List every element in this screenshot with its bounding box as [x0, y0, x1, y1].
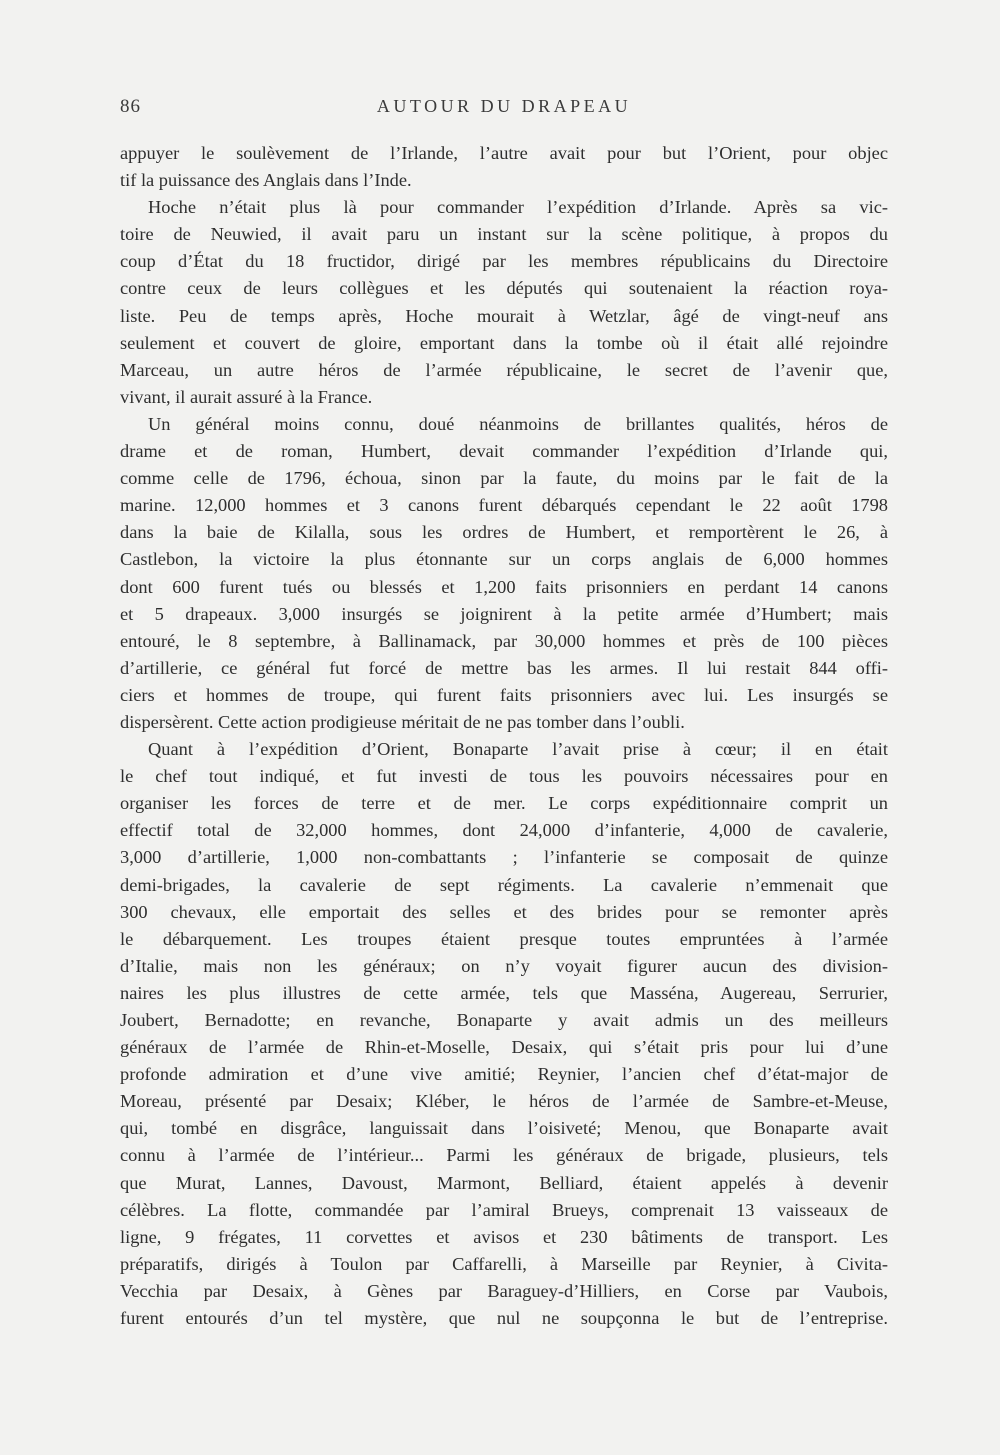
text-line: entouré, le 8 septembre, à Ballinamack, par 30,000 hommes et près de 100 pièces: [120, 630, 888, 651]
text-line: drame et de roman, Humbert, devait commander l’expédition d’Irlande qui,: [120, 441, 888, 462]
text-line: marine. 12,000 hommes et 3 canons furent débarqués cependant le 22 août 1798: [120, 495, 888, 516]
text-line: Joubert, Bernadotte; en revanche, Bonaparte y avait admis un des meilleurs: [120, 1010, 888, 1030]
text-line: demi-brigades, la cavalerie de sept régiments. La cavalerie n’emmenait que: [120, 874, 888, 895]
text-line: Quant à l’expédition d’Orient, Bonaparte l’avait prise à cœur; il en était: [148, 739, 888, 760]
text-line: connu à l’armée de l’intérieur... Parmi les généraux de brigade, plusieurs, tels: [120, 1145, 888, 1166]
text-line: furent entourés d’un tel mystère, que nul ne soupçonna le but de l’entreprise.: [120, 1308, 888, 1329]
text-line: seulement et couvert de gloire, emportant dans la tombe où il était allé rejoindre: [120, 332, 888, 353]
text-line: comme celle de 1796, échoua, sinon par la faute, du moins par le fait de la: [120, 468, 888, 489]
text-line: 300 chevaux, elle emportait des selles et des brides pour se remonter après: [120, 901, 888, 922]
text-line: d’Italie, mais non les généraux; on n’y voyait figurer aucun des division-: [120, 955, 888, 976]
text-line: préparatifs, dirigés à Toulon par Caffarelli, à Marseille par Reynier, à Civita-: [120, 1253, 888, 1274]
text-line: organiser les forces de terre et de mer. Le corps expéditionnaire comprit un: [120, 793, 888, 814]
text-line: contre ceux de leurs collègues et les députés qui soutenaient la réaction roya-: [120, 278, 888, 299]
text-line: Vecchia par Desaix, à Gènes par Baraguey-d’Hilliers, en Corse par Vaubois,: [120, 1280, 888, 1301]
text-line: Un général moins connu, doué néanmoins de brillantes qualités, héros de: [148, 413, 888, 434]
text-line: que Murat, Lannes, Davoust, Marmont, Belliard, étaient appelés à devenir: [120, 1172, 888, 1193]
text-line: le débarquement. Les troupes étaient presque toutes empruntées à l’armée: [120, 928, 888, 949]
running-head: [120, 96, 888, 124]
text-line: d’artillerie, ce général fut forcé de mettre bas les armes. Il lui restait 844 offi-: [120, 657, 888, 678]
text-line: célèbres. La flotte, commandée par l’amiral Brueys, comprenait 13 vaisseaux de: [120, 1199, 888, 1220]
text-line: Moreau, présenté par Desaix; Kléber, le héros de l’armée de Sambre-et-Meuse,: [120, 1091, 888, 1112]
body-text: [120, 140, 888, 1332]
text-line: Hoche n’était plus là pour commander l’expédition d’Irlande. Après sa vic-: [148, 197, 888, 218]
text-line: naires les plus illustres de cette armée, tels que Masséna, Augereau, Serrurier,: [120, 982, 888, 1003]
text-line: tif la puissance des Anglais dans l’Inde.: [120, 170, 412, 191]
text-line: ciers et hommes de troupe, qui furent faits prisonniers avec lui. Les insurgés se: [120, 684, 888, 705]
text-line: le chef tout indiqué, et fut investi de tous les pouvoirs nécessaires pour en: [120, 766, 888, 787]
running-title: AUTOUR DU DRAPEAU: [376, 96, 632, 116]
text-line: dans la baie de Kilalla, sous les ordres de Humbert, et remportèrent le 26, à: [120, 522, 888, 543]
page-number: 86: [120, 96, 141, 117]
text-line: liste. Peu de temps après, Hoche mourait à Wetzlar, âgé de vingt-neuf ans: [120, 305, 888, 326]
text-line: Castlebon, la victoire la plus étonnante sur un corps anglais de 6,000 hommes: [120, 549, 888, 570]
text-line: vivant, il aurait assuré à la France.: [120, 386, 373, 407]
text-line: appuyer le soulèvement de l’Irlande, l’autre avait pour but l’Orient, pour objec: [120, 143, 888, 163]
text-line: effectif total de 32,000 hommes, dont 24,000 d’infanterie, 4,000 de cavalerie,: [120, 820, 888, 841]
text-line: toire de Neuwied, il avait paru un instant sur la scène politique, à propos du: [120, 224, 888, 245]
text-line: dont 600 furent tués ou blessés et 1,200 faits prisonniers en perdant 14 canons: [120, 576, 888, 597]
text-line: coup d’État du 18 fructidor, dirigé par les membres républicains du Directoire: [120, 251, 888, 272]
text-line: profonde admiration et d’une vive amitié; Reynier, l’ancien chef d’état-major de: [120, 1064, 888, 1085]
text-line: ligne, 9 frégates, 11 corvettes et avisos et 230 bâtiments de transport. Les: [120, 1226, 888, 1247]
text-line: Marceau, un autre héros de l’armée républicaine, le secret de l’avenir que,: [120, 359, 888, 380]
text-line: 3,000 d’artillerie, 1,000 non-combattants ; l’infanterie se composait de quinze: [120, 847, 888, 868]
text-line: et 5 drapeaux. 3,000 insurgés se joignirent à la petite armée d’Humbert; mais: [120, 603, 888, 624]
text-line: qui, tombé en disgrâce, languissait dans l’oisiveté; Menou, que Bonaparte avait: [120, 1118, 888, 1139]
text-line: dispersèrent. Cette action prodigieuse méritait de ne pas tomber dans l’oubli.: [120, 711, 685, 732]
text-line: généraux de l’armée de Rhin-et-Moselle, Desaix, qui s’était pris pour lui d’une: [120, 1037, 888, 1058]
